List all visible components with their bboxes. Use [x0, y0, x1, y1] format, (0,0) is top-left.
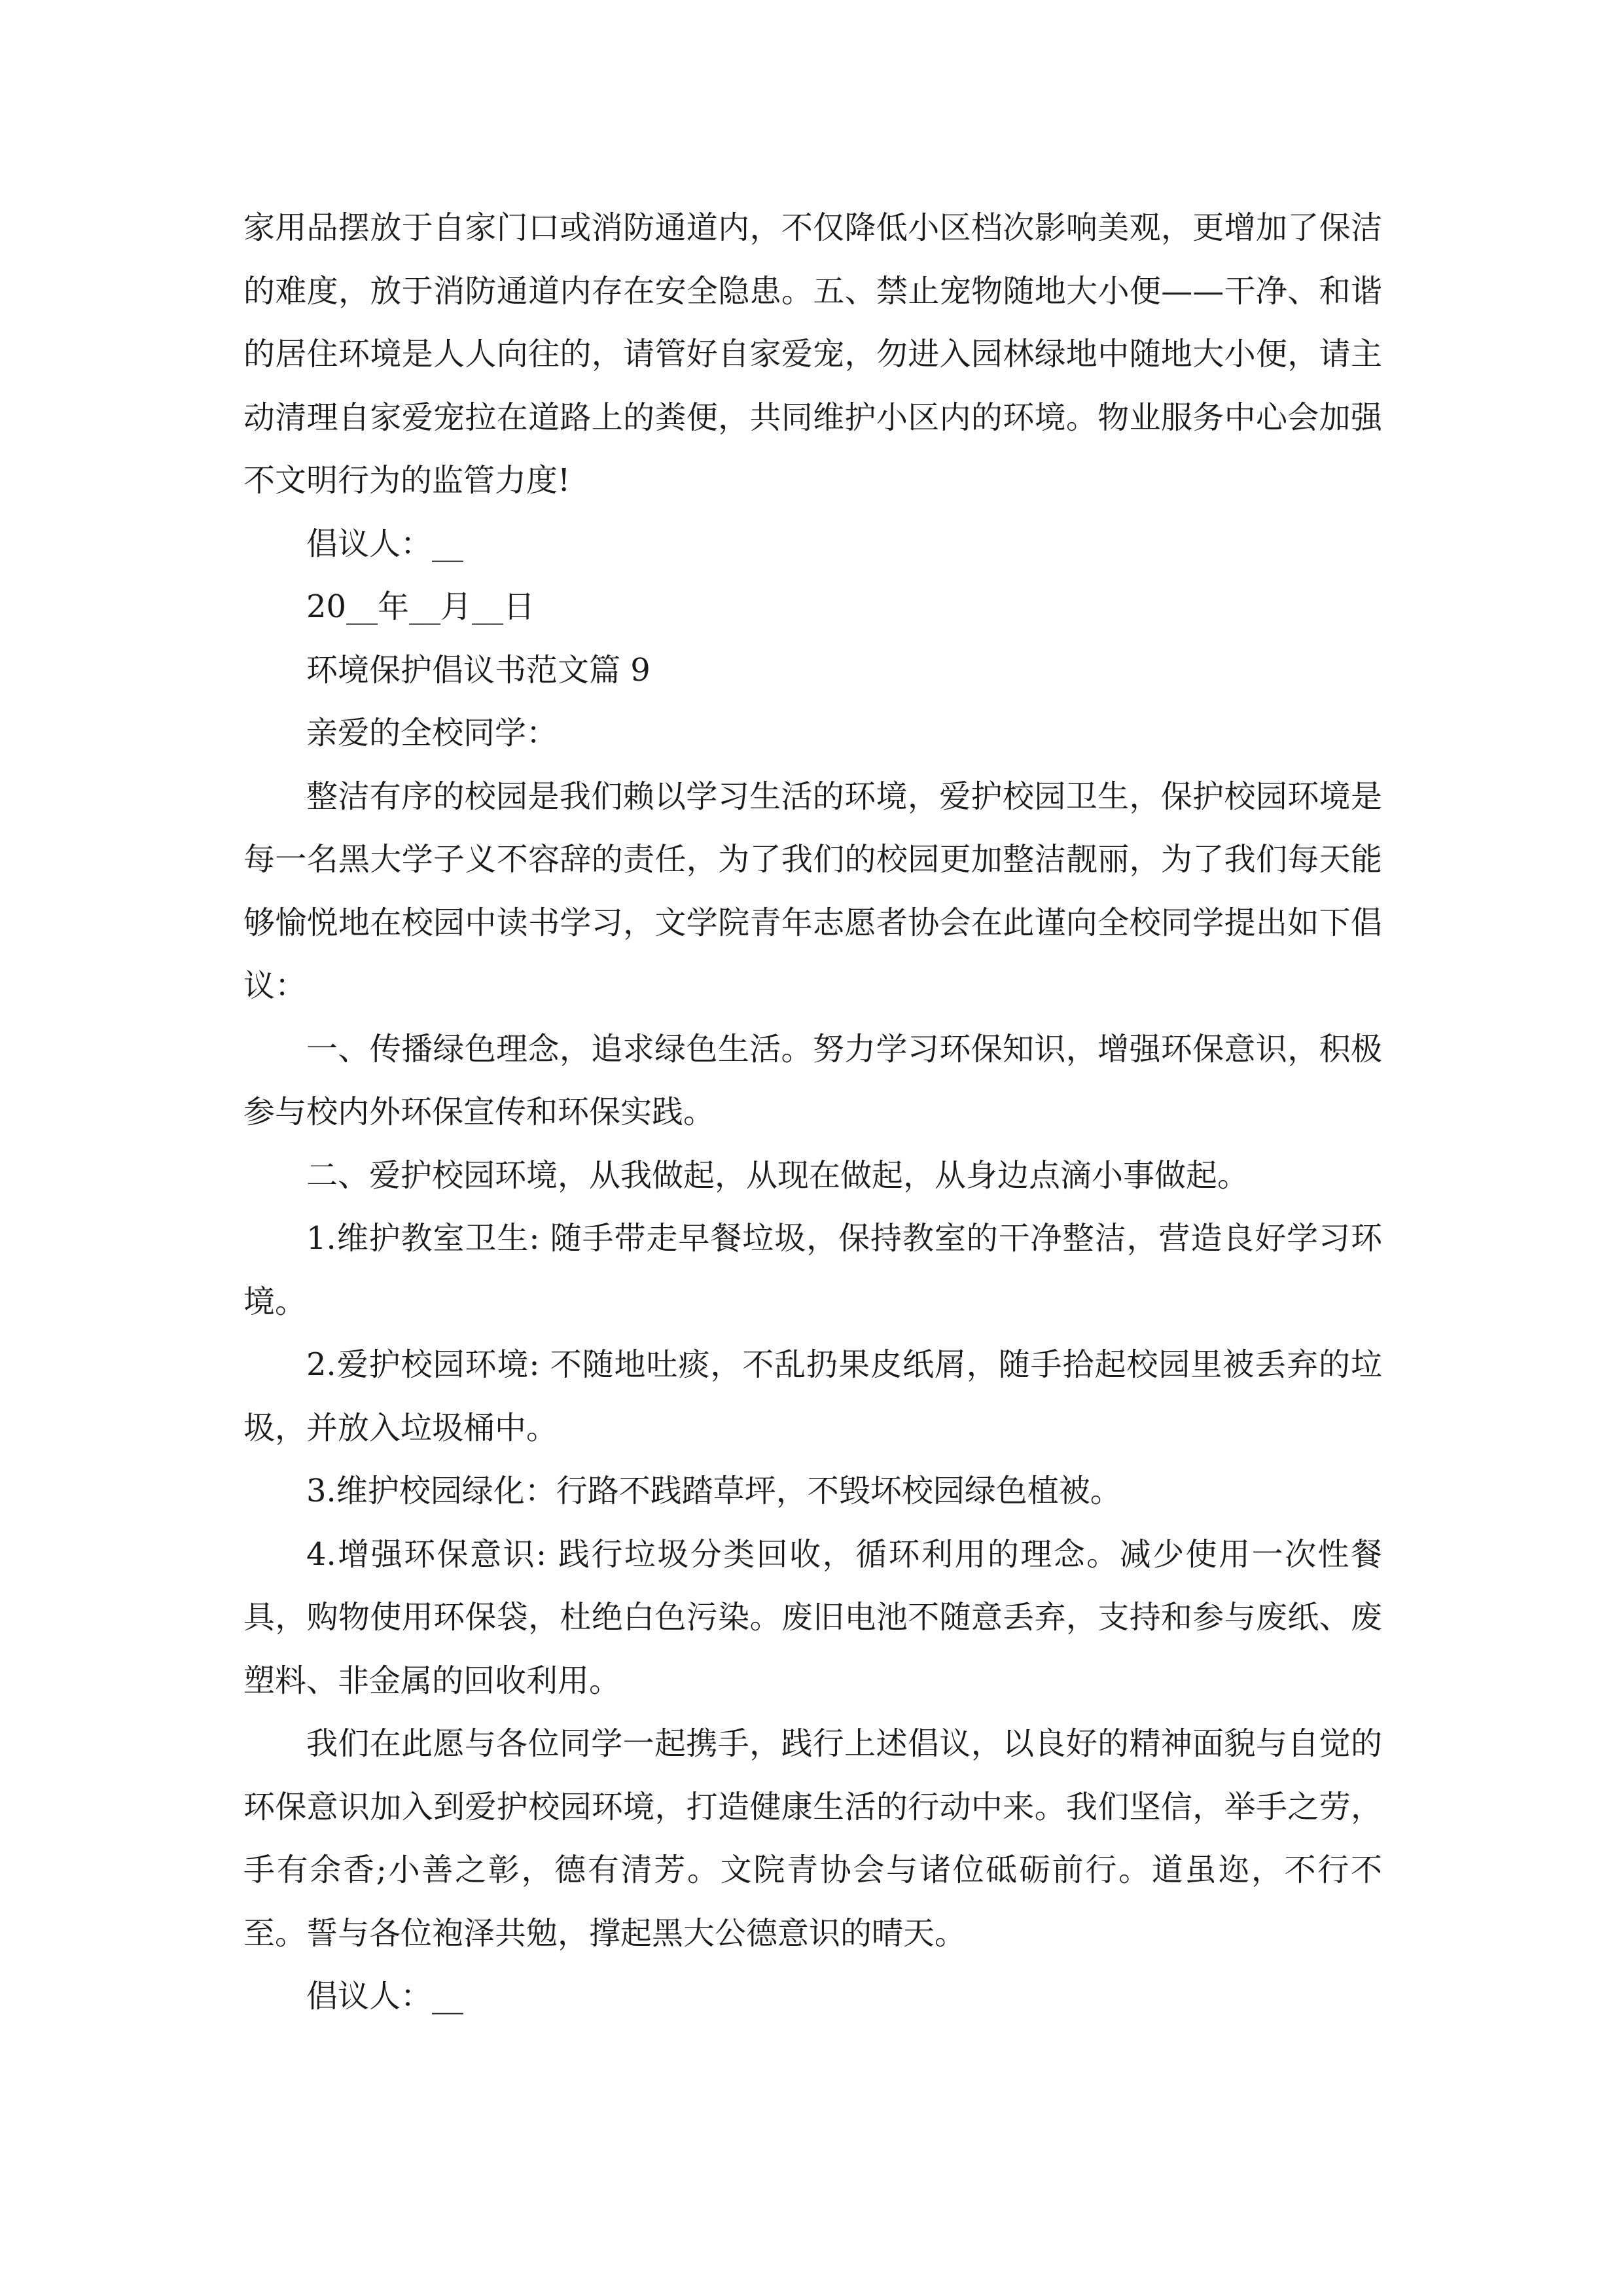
paragraph-item-2: 二、爱护校园环境，从我做起，从现在做起，从身边点滴小事做起。	[306, 1157, 1249, 1194]
paragraph-subitem-1: 1.维护教室卫生: 随手带走早餐垃圾，保持教室的干净整洁，营造良好学习环境。	[243, 1220, 1382, 1320]
paragraph-subitem-4: 4.增强环保意识: 践行垃圾分类回收，循环利用的理念。减少使用一次性餐具，购物使用环保袋，杜绝白色污染。废旧电池不随意丢弃，支持和参与废纸、废塑料、非金属的回收利用。	[243, 1535, 1382, 1699]
paragraph-subitem-3: 3.维护校园绿化：行路不践踏草坪，不毁坏校园绿色植被。	[306, 1473, 1122, 1509]
paragraph-intro: 整洁有序的校园是我们赖以学习生活的环境，爱护校园卫生，保护校园环境是每一名黑大学子义不容辞的责任，为了我们的校园更加整洁靓丽，为了我们每天能够愉悦地在校园中读书学习，文学院青年志愿者协会在此谨向全校同学提出如下倡议：	[243, 778, 1382, 1004]
proposer-line-2: 倡议人：__	[306, 1978, 464, 2015]
salutation: 亲爱的全校同学：	[306, 715, 558, 751]
paragraph-continuation: 家用品摆放于自家门口或消防通道内，不仅降低小区档次影响美观，更增加了保洁的难度，放于消防通道内存在安全隐患。五、禁止宠物随地大小便——干净、和谐的居住环境是人人向往的，请管好自家爱宠，勿进入园林绿地中随地大小便，请主动清理自家爱宠拉在道路上的粪便，共同维护小区内的环境。物业服务中心会加强不文明行为的监管力度!	[243, 209, 1382, 499]
paragraph-subitem-2: 2.爱护校园环境: 不随地吐痰，不乱扔果皮纸屑，随手拾起校园里被丢弃的垃圾，并放入垃圾桶中。	[243, 1346, 1382, 1446]
paragraph-closing: 我们在此愿与各位同学一起携手，践行上述倡议，以良好的精神面貌与自觉的环保意识加入到爱护校园环境，打造健康生活的行动中来。我们坚信，举手之劳，手有余香;小善之彰，德有清芳。文院青协会与诸位砥砺前行。道虽迩，不行不至。誓与各位袍泽共勉，撑起黑大公德意识的晴天。	[243, 1725, 1382, 1952]
paragraph-item-1: 一、传播绿色理念，追求绿色生活。努力学习环保知识，增强环保意识，积极参与校内外环保宣传和环保实践。	[243, 1030, 1382, 1130]
document-body	[243, 196, 1382, 2028]
proposer-line: 倡议人：__	[306, 525, 464, 562]
date-line: 20__年__月__日	[306, 588, 535, 625]
section-title: 环境保护倡议书范文篇 9	[306, 651, 651, 689]
